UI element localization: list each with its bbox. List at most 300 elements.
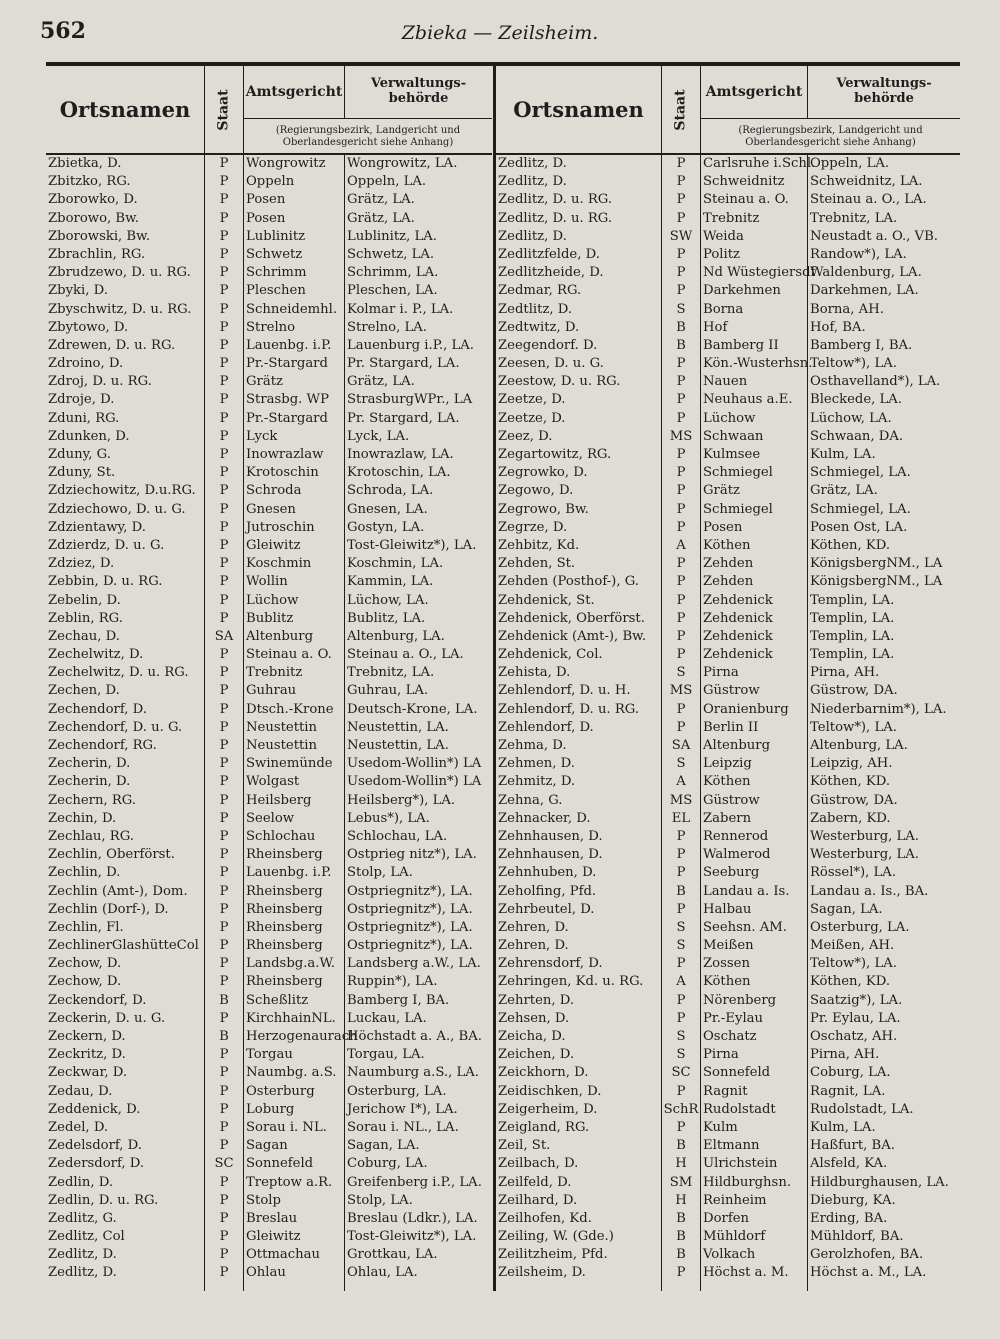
court: Reinheim xyxy=(703,1192,767,1208)
table-row xyxy=(496,446,960,464)
authority: Oppeln, LA. xyxy=(810,156,890,171)
state-code: S xyxy=(676,919,686,935)
state-code: H xyxy=(675,1192,687,1208)
authority: Trebnitz, LA. xyxy=(810,210,898,226)
table-row xyxy=(46,1101,492,1119)
place-name: Zechendorf, D. xyxy=(48,701,147,717)
table-row xyxy=(46,1046,492,1064)
place-name: Zehista, D. xyxy=(498,665,571,681)
table-row xyxy=(46,373,492,391)
table-row xyxy=(46,301,492,319)
state-code: S xyxy=(676,1047,686,1063)
state-code: P xyxy=(219,1083,229,1099)
court: Rheinsberg xyxy=(246,974,323,990)
court: Schroda xyxy=(246,483,302,499)
court: Neuhaus a.E. xyxy=(703,392,793,408)
state-code: A xyxy=(676,537,686,553)
authority: Pleschen, LA. xyxy=(347,283,438,299)
state-code: P xyxy=(676,210,686,226)
authority: Teltow*), LA. xyxy=(810,956,897,972)
place-name: Zedel, D. xyxy=(48,1119,109,1135)
court: Trebnitz xyxy=(703,210,760,226)
table-row xyxy=(46,410,492,428)
table-row xyxy=(496,628,960,646)
place-name: Zdrewen, D. u. RG. xyxy=(48,337,176,353)
table-row xyxy=(46,246,492,264)
court: Jutroschin xyxy=(246,519,315,535)
authority: Gerolzhofen, BA. xyxy=(810,1247,924,1263)
header-amtsgericht: Amtsgericht xyxy=(244,66,345,118)
authority: Erding, BA. xyxy=(810,1210,888,1226)
authority: Templin, LA. xyxy=(810,592,895,608)
authority: Randow*), LA. xyxy=(810,246,907,262)
court: Sonnefeld xyxy=(703,1065,771,1081)
place-name: Zehdenick, Oberförst. xyxy=(498,610,645,626)
place-name: Zechlau, RG. xyxy=(48,828,134,844)
court: Wolgast xyxy=(246,774,300,790)
place-name: Zehren, D. xyxy=(498,938,569,954)
table-row xyxy=(46,810,492,828)
state-code: MS xyxy=(669,428,693,444)
authority: Zabern, KD. xyxy=(810,810,891,826)
court: Bublitz xyxy=(246,610,294,626)
authority: Krotoschin, LA. xyxy=(347,465,451,481)
place-name: Zduny, G. xyxy=(48,447,111,462)
left-column xyxy=(46,66,492,1291)
authority: Teltow*), LA. xyxy=(810,719,897,735)
place-name: Zdroino, D. xyxy=(48,356,124,372)
authority: Grätz, LA. xyxy=(347,374,415,390)
table-row xyxy=(496,155,960,173)
court: Seeburg xyxy=(703,865,760,881)
place-name: Zborowo, Bw. xyxy=(48,210,140,226)
place-name: Zduni, RG. xyxy=(48,410,120,426)
table-row xyxy=(46,973,492,991)
state-code: P xyxy=(676,1010,686,1026)
court: Zehdenick xyxy=(703,628,773,644)
state-code: B xyxy=(676,1247,686,1263)
table-row xyxy=(46,646,492,664)
table-row xyxy=(496,1137,960,1155)
right-header xyxy=(496,66,960,155)
place-name: Zechlin, D. xyxy=(48,865,121,881)
table-row xyxy=(46,1083,492,1101)
table-row xyxy=(46,737,492,755)
table-row xyxy=(46,1137,492,1155)
authority: Kulm, LA. xyxy=(810,1119,876,1135)
place-name: Zdunken, D. xyxy=(48,428,130,444)
court: Gleiwitz xyxy=(246,537,301,553)
state-code: P xyxy=(676,519,686,535)
state-code: P xyxy=(219,156,229,171)
court: Lauenbg. i.P. xyxy=(246,337,332,353)
authority: Coburg, LA. xyxy=(347,1156,428,1172)
table-row xyxy=(46,1155,492,1173)
state-code: B xyxy=(219,992,229,1008)
table-row xyxy=(496,1210,960,1228)
table-row xyxy=(46,573,492,591)
state-code: P xyxy=(219,246,229,262)
state-code: P xyxy=(676,1083,686,1099)
state-code: P xyxy=(676,865,686,881)
state-code: P xyxy=(219,1210,229,1226)
table-row xyxy=(496,337,960,355)
authority: Pirna, AH. xyxy=(810,1047,880,1063)
state-code: B xyxy=(676,1210,686,1226)
court: Seehsn. AM. xyxy=(703,919,787,935)
place-name: Zdzierdz, D. u. G. xyxy=(48,537,165,553)
court: Lüchow xyxy=(246,592,299,608)
authority: Neustadt a. O., VB. xyxy=(810,228,938,244)
table-row xyxy=(46,773,492,791)
court: Guhrau xyxy=(246,683,297,699)
authority: Mühldorf, BA. xyxy=(810,1229,904,1245)
authority: Usedom-Wollin*) LA xyxy=(347,756,482,772)
place-name: Zehringen, Kd. u. RG. xyxy=(498,974,644,990)
state-code: P xyxy=(219,847,229,863)
court: Sonnefeld xyxy=(246,1156,314,1172)
authority: Osterburg, LA. xyxy=(810,919,910,935)
court: Darkehmen xyxy=(703,283,781,299)
authority: Trebnitz, LA. xyxy=(347,665,435,681)
table-row xyxy=(46,628,492,646)
court: Kulm xyxy=(703,1119,738,1135)
place-name: ZechlinerGlashütteCol xyxy=(48,938,199,954)
state-code: P xyxy=(676,956,686,972)
place-name: Zedlitz, D. xyxy=(48,1265,117,1281)
authority: Torgau, LA. xyxy=(347,1047,425,1063)
table-row xyxy=(496,319,960,337)
authority: Ohlau, LA. xyxy=(347,1265,418,1281)
place-name: Zechow, D. xyxy=(48,974,122,990)
state-code: P xyxy=(676,847,686,863)
authority: Steinau a. O., LA. xyxy=(810,192,927,208)
authority: Alsfeld, KA. xyxy=(810,1156,888,1172)
state-code: P xyxy=(676,992,686,1008)
table-row xyxy=(46,173,492,191)
place-name: Zborowko, D. xyxy=(48,192,138,208)
court: Lüchow xyxy=(703,410,756,426)
authority: Landau a. Is., BA. xyxy=(810,883,929,899)
court: Sagan xyxy=(246,1138,288,1154)
authority: Schmiegel, LA. xyxy=(810,465,911,481)
court: Pirna xyxy=(703,1047,739,1063)
table-row xyxy=(496,1228,960,1246)
left-entries xyxy=(46,155,492,1283)
authority: Grätz, LA. xyxy=(347,210,415,226)
state-code: P xyxy=(219,556,229,572)
court: Zehden xyxy=(703,556,754,572)
table-row xyxy=(46,337,492,355)
state-code: P xyxy=(219,210,229,226)
authority: Neustettin, LA. xyxy=(347,719,449,735)
table-row xyxy=(496,937,960,955)
place-name: Zeilhofen, Kd. xyxy=(498,1210,592,1226)
place-name: Zeetze, D. xyxy=(498,410,566,426)
state-code: P xyxy=(219,592,229,608)
table-row xyxy=(496,846,960,864)
place-name: Zeilhard, D. xyxy=(498,1192,578,1208)
authority: Deutsch-Krone, LA. xyxy=(347,701,478,717)
place-name: Zegrowo, Bw. xyxy=(498,501,589,517)
table-row xyxy=(496,173,960,191)
place-name: Zehmen, D. xyxy=(498,756,575,772)
place-name: Zehlendorf, D. xyxy=(498,719,594,735)
authority: KönigsbergNM., LA xyxy=(810,556,943,572)
place-name: Zeiling, W. (Gde.) xyxy=(498,1229,614,1245)
court: Hildburghsn. xyxy=(703,1174,792,1190)
state-code: P xyxy=(676,192,686,208)
state-code: SchR xyxy=(663,1101,699,1117)
table-row xyxy=(496,610,960,628)
authority: Schroda, LA. xyxy=(347,483,434,499)
court: Stolp xyxy=(246,1192,281,1208)
authority: Posen Ost, LA. xyxy=(810,519,908,535)
table-row xyxy=(496,246,960,264)
authority: Templin, LA. xyxy=(810,610,895,626)
court: Volkach xyxy=(703,1247,756,1263)
place-name: Zehnhausen, D. xyxy=(498,828,603,844)
state-code: P xyxy=(676,174,686,190)
authority: Westerburg, LA. xyxy=(810,847,919,863)
header-staat-label: Staat xyxy=(673,88,689,131)
court: Grätz xyxy=(246,374,283,390)
authority: Pirna, AH. xyxy=(810,665,880,681)
authority: Kulm, LA. xyxy=(810,447,876,462)
place-name: Zeigland, RG. xyxy=(498,1119,590,1135)
state-code: P xyxy=(676,156,686,171)
state-code: SC xyxy=(671,1065,691,1081)
state-code: A xyxy=(676,974,686,990)
authority: Sagan, LA. xyxy=(810,901,883,917)
place-name: Zeckendorf, D. xyxy=(48,992,147,1008)
court: Sorau i. NL. xyxy=(246,1119,327,1135)
authority: Grottkau, LA. xyxy=(347,1247,438,1263)
authority: Pr. Stargard, LA. xyxy=(347,410,460,426)
authority: Stolp, LA. xyxy=(347,1192,413,1208)
state-code: P xyxy=(219,1247,229,1263)
court: Ottmachau xyxy=(246,1247,321,1263)
table-row xyxy=(46,864,492,882)
court: Osterburg xyxy=(246,1083,315,1099)
state-code: P xyxy=(219,1065,229,1081)
table-row xyxy=(46,210,492,228)
header-note: (Regierungsbezirk, Landgericht und Oberlandesgericht siehe Anhang) xyxy=(244,118,492,154)
place-name: Zbrudzewo, D. u. RG. xyxy=(48,265,191,281)
place-name: Zechlin, Oberförst. xyxy=(48,847,175,863)
court: Landsbg.a.W. xyxy=(246,956,335,972)
place-name: Zedlitz, Col xyxy=(48,1229,125,1245)
authority: Ruppin*), LA. xyxy=(347,974,438,990)
state-code: B xyxy=(676,1229,686,1245)
page-number: 562 xyxy=(40,18,86,44)
place-name: Zeesen, D. u. G. xyxy=(498,356,604,372)
state-code: P xyxy=(676,356,686,372)
place-name: Zedlitz, G. xyxy=(48,1210,117,1226)
place-name: Zdzientawy, D. xyxy=(48,519,146,535)
table-row xyxy=(46,610,492,628)
state-code: P xyxy=(219,428,229,444)
authority: Osterburg, LA. xyxy=(347,1083,447,1099)
table-row xyxy=(496,482,960,500)
place-name: Zehsen, D. xyxy=(498,1010,570,1026)
court: Trebnitz xyxy=(246,665,303,681)
table-row xyxy=(46,992,492,1010)
table-row xyxy=(496,210,960,228)
table-row xyxy=(46,919,492,937)
court: Altenburg xyxy=(246,628,314,644)
place-name: Zeckritz, D. xyxy=(48,1047,126,1063)
state-code: P xyxy=(219,228,229,244)
table-row xyxy=(46,537,492,555)
place-name: Zeestow, D. u. RG. xyxy=(498,374,621,390)
state-code: P xyxy=(219,1138,229,1154)
court: Schneidemhl. xyxy=(246,301,338,317)
state-code: P xyxy=(219,265,229,281)
state-code: B xyxy=(676,1138,686,1154)
authority: Saatzig*), LA. xyxy=(810,992,903,1008)
state-code: P xyxy=(676,1119,686,1135)
court: Berlin II xyxy=(703,719,759,735)
header-verwaltung: Verwaltungs-behörde xyxy=(370,76,467,106)
court: Ragnit xyxy=(703,1083,748,1099)
state-code: P xyxy=(676,392,686,408)
court: Zabern xyxy=(703,810,752,826)
authority: Guhrau, LA. xyxy=(347,683,429,699)
court: Wollin xyxy=(246,574,288,590)
place-name: Zechow, D. xyxy=(48,956,122,972)
table-row xyxy=(496,828,960,846)
court: Rheinsberg xyxy=(246,883,323,899)
court: Steinau a. O. xyxy=(703,192,789,208)
court: Neustettin xyxy=(246,719,318,735)
table-row xyxy=(46,883,492,901)
place-name: Zedlitz, D. xyxy=(498,228,567,244)
court: Scheßlitz xyxy=(246,992,309,1008)
place-name: Zdziechowo, D. u. G. xyxy=(48,501,186,517)
authority: Rudolstadt, LA. xyxy=(810,1101,914,1117)
state-code: P xyxy=(676,610,686,626)
court: Zehden xyxy=(703,574,754,590)
table-row xyxy=(496,883,960,901)
court: Halbau xyxy=(703,901,752,917)
court: Krotoschin xyxy=(246,465,319,481)
court: Altenburg xyxy=(703,738,771,753)
authority: Coburg, LA. xyxy=(810,1065,891,1081)
authority: Koschmin, LA. xyxy=(347,556,444,572)
state-code: P xyxy=(676,283,686,299)
court: Pleschen xyxy=(246,283,306,299)
authority: Höchst a. M., LA. xyxy=(810,1265,927,1281)
table-row xyxy=(46,428,492,446)
table-row xyxy=(496,191,960,209)
state-code: P xyxy=(219,356,229,372)
authority: Greifenberg i.P., LA. xyxy=(347,1174,482,1190)
table-row xyxy=(496,682,960,700)
state-code: P xyxy=(219,792,229,808)
table-row xyxy=(496,1046,960,1064)
authority: Wongrowitz, LA. xyxy=(347,156,458,171)
table-row xyxy=(496,1083,960,1101)
place-name: Zbrachlin, RG. xyxy=(48,246,146,262)
court: Rheinsberg xyxy=(246,919,323,935)
authority: Gnesen, LA. xyxy=(347,501,428,517)
place-name: Zechelwitz, D. xyxy=(48,647,144,663)
court: Zehdenick xyxy=(703,610,773,626)
table-row xyxy=(496,646,960,664)
place-name: Zebbin, D. u. RG. xyxy=(48,574,163,590)
court: Güstrow xyxy=(703,683,760,699)
place-name: Zehren, D. xyxy=(498,919,569,935)
header-ortsnamen: Ortsnamen xyxy=(496,66,662,153)
authority: Ostpriegnitz*), LA. xyxy=(347,901,473,917)
state-code: S xyxy=(676,301,686,317)
court: Rheinsberg xyxy=(246,847,323,863)
authority: Sagan, LA. xyxy=(347,1138,420,1154)
court: Höchst a. M. xyxy=(703,1265,789,1281)
state-code: SC xyxy=(214,1156,234,1172)
table-row xyxy=(496,737,960,755)
place-name: Zechau, D. xyxy=(48,628,120,644)
table-row xyxy=(496,810,960,828)
state-code: P xyxy=(219,337,229,353)
place-name: Zehma, D. xyxy=(498,738,567,753)
place-name: Zeddenick, D. xyxy=(48,1101,141,1117)
authority: Kammin, LA. xyxy=(347,574,434,590)
place-name: Zegartowitz, RG. xyxy=(498,447,612,462)
state-code: P xyxy=(676,465,686,481)
court: Politz xyxy=(703,246,740,262)
state-code: P xyxy=(676,556,686,572)
table-row xyxy=(46,355,492,373)
court: Breslau xyxy=(246,1210,298,1226)
court: Mühldorf xyxy=(703,1229,766,1245)
authority: Landsberg a.W., LA. xyxy=(347,956,481,972)
place-name: Zechin, D. xyxy=(48,810,117,826)
table-row xyxy=(46,228,492,246)
table-row xyxy=(46,1210,492,1228)
authority: Niederbarnim*), LA. xyxy=(810,701,947,717)
place-name: Zeez, D. xyxy=(498,428,553,444)
state-code: P xyxy=(219,519,229,535)
authority: Luckau, LA. xyxy=(347,1010,427,1026)
authority: Haßfurt, BA. xyxy=(810,1138,895,1154)
place-name: Zeilfeld, D. xyxy=(498,1174,572,1190)
table-row xyxy=(496,701,960,719)
state-code: SM xyxy=(669,1174,693,1190)
authority: Meißen, AH. xyxy=(810,938,895,954)
table-row xyxy=(496,264,960,282)
table-row xyxy=(496,301,960,319)
table-row xyxy=(496,555,960,573)
authority: Oschatz, AH. xyxy=(810,1029,898,1044)
state-code: P xyxy=(219,174,229,190)
state-code: P xyxy=(219,665,229,681)
state-code: P xyxy=(219,974,229,990)
court: Dorfen xyxy=(703,1210,749,1226)
authority: Templin, LA. xyxy=(810,647,895,663)
state-code: P xyxy=(219,1265,229,1281)
court: Güstrow xyxy=(703,792,760,808)
table-row xyxy=(496,355,960,373)
state-code: P xyxy=(676,483,686,499)
authority: Köthen, KD. xyxy=(810,537,891,553)
place-name: Zduny, St. xyxy=(48,465,116,481)
authority: Osthavelland*), LA. xyxy=(810,374,941,390)
court: Torgau xyxy=(246,1047,293,1063)
place-name: Zedersdorf, D. xyxy=(48,1156,145,1172)
place-name: Zehdenick, St. xyxy=(498,592,595,608)
